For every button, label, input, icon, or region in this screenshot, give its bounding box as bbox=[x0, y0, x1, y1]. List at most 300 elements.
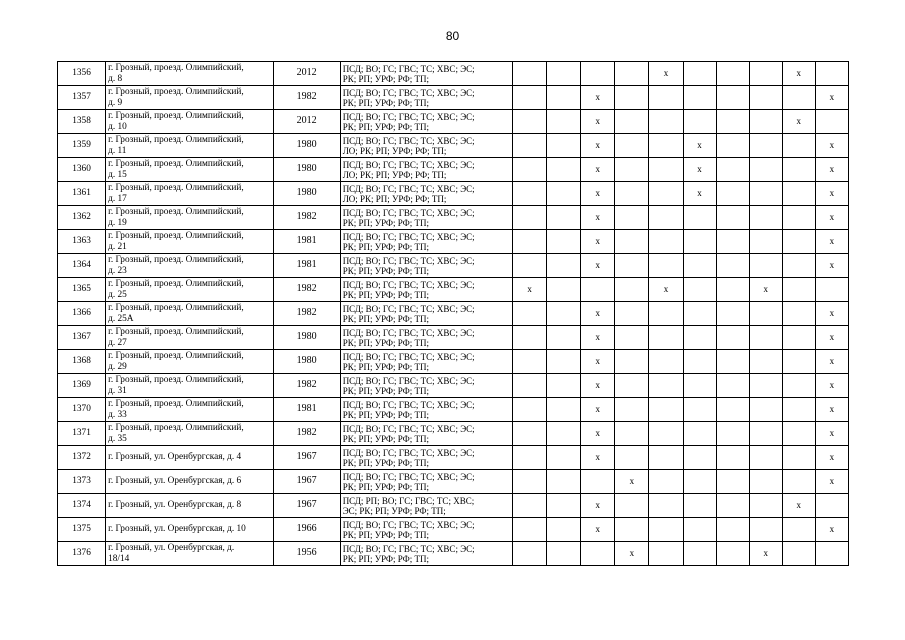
mark-cell bbox=[513, 206, 547, 230]
mark-cell bbox=[782, 86, 815, 110]
mark-cell bbox=[547, 398, 581, 422]
mark-cell bbox=[716, 518, 749, 542]
table-row bbox=[58, 206, 849, 230]
mark-cell bbox=[547, 182, 581, 206]
table-row bbox=[58, 350, 849, 374]
mark-cell bbox=[547, 158, 581, 182]
mark-cell bbox=[749, 110, 782, 134]
mark-cell bbox=[716, 350, 749, 374]
services-cell bbox=[340, 422, 512, 446]
mark-cell bbox=[815, 110, 848, 134]
mark-cell bbox=[683, 350, 716, 374]
mark-cell bbox=[649, 158, 683, 182]
services-cell bbox=[340, 254, 512, 278]
mark-cell bbox=[683, 542, 716, 566]
mark-cell bbox=[683, 230, 716, 254]
services-cell-text: ПСД; ВО; ГС; ГВС; ТС; ХВС; ЭС; РК; РП; УРФ; РФ; ТП; bbox=[342, 351, 475, 372]
address-cell bbox=[106, 182, 273, 206]
table-row bbox=[58, 518, 849, 542]
mark-cell: x bbox=[749, 542, 782, 566]
address-cell-text: г. Грозный, проезд. Олимпийский, д. 29 bbox=[108, 351, 244, 372]
mark-cell bbox=[782, 518, 815, 542]
mark-cell bbox=[782, 422, 815, 446]
address-cell bbox=[106, 62, 273, 86]
mark-cell bbox=[683, 518, 716, 542]
mark-cell bbox=[716, 278, 749, 302]
services-cell-text: ПСД; ВО; ГС; ГВС; ТС; ХВС; ЭС; ЛО; РК; РП; УРФ; РФ; ТП; bbox=[342, 135, 475, 156]
mark-cell bbox=[716, 86, 749, 110]
row-number-cell: 1374 bbox=[58, 494, 106, 518]
mark-cell bbox=[547, 62, 581, 86]
table-row bbox=[58, 542, 849, 566]
address-cell bbox=[106, 470, 273, 494]
address-cell bbox=[106, 134, 273, 158]
mark-cell bbox=[749, 86, 782, 110]
year-cell: 1982 bbox=[273, 206, 340, 230]
year-cell: 1966 bbox=[273, 518, 340, 542]
table-row bbox=[58, 470, 849, 494]
mark-cell bbox=[815, 542, 848, 566]
mark-cell bbox=[513, 86, 547, 110]
year-cell: 1981 bbox=[273, 398, 340, 422]
mark-cell bbox=[649, 302, 683, 326]
year-cell: 1980 bbox=[273, 326, 340, 350]
mark-cell bbox=[615, 182, 649, 206]
mark-cell bbox=[615, 86, 649, 110]
services-cell-text: ПСД; ВО; ГС; ГВС; ТС; ХВС; ЭС; РК; РП; УРФ; РФ; ТП; bbox=[342, 63, 475, 84]
address-cell bbox=[106, 230, 273, 254]
mark-cell bbox=[716, 230, 749, 254]
mark-cell bbox=[547, 302, 581, 326]
mark-cell: x bbox=[581, 374, 615, 398]
mark-cell bbox=[513, 398, 547, 422]
mark-cell bbox=[683, 398, 716, 422]
mark-cell bbox=[615, 326, 649, 350]
mark-cell: x bbox=[581, 254, 615, 278]
services-cell bbox=[340, 206, 512, 230]
services-cell bbox=[340, 494, 512, 518]
services-cell-text: ПСД; ВО; ГС; ГВС; ТС; ХВС; ЭС; РК; РП; УРФ; РФ; ТП; bbox=[342, 471, 475, 492]
address-cell-text: г. Грозный, проезд. Олимпийский, д. 11 bbox=[108, 135, 244, 156]
mark-cell: x bbox=[815, 326, 848, 350]
address-cell-text: г. Грозный, проезд. Олимпийский, д. 25А bbox=[108, 303, 244, 324]
services-cell-text: ПСД; ВО; ГС; ГВС; ТС; ХВС; ЭС; РК; РП; УРФ; РФ; ТП; bbox=[342, 279, 475, 300]
mark-cell: x bbox=[581, 326, 615, 350]
mark-cell bbox=[649, 470, 683, 494]
mark-cell bbox=[749, 158, 782, 182]
mark-cell: x bbox=[815, 302, 848, 326]
mark-cell bbox=[513, 254, 547, 278]
address-cell bbox=[106, 326, 273, 350]
mark-cell bbox=[513, 422, 547, 446]
year-cell: 1967 bbox=[273, 470, 340, 494]
services-cell bbox=[340, 398, 512, 422]
mark-cell: x bbox=[815, 374, 848, 398]
mark-cell bbox=[513, 62, 547, 86]
mark-cell bbox=[749, 62, 782, 86]
address-cell-text: г. Грозный, ул. Оренбургская, д. 4 bbox=[108, 452, 242, 463]
services-cell-text: ПСД; ВО; ГС; ГВС; ТС; ХВС; ЭС; ЛО; РК; РП; УРФ; РФ; ТП; bbox=[342, 183, 475, 204]
table-row bbox=[58, 62, 849, 86]
address-cell-text: г. Грозный, проезд. Олимпийский, д. 19 bbox=[108, 207, 244, 228]
services-cell bbox=[340, 134, 512, 158]
housing-table bbox=[57, 61, 849, 566]
mark-cell bbox=[749, 206, 782, 230]
address-cell bbox=[106, 542, 273, 566]
mark-cell bbox=[782, 398, 815, 422]
mark-cell bbox=[615, 398, 649, 422]
address-cell bbox=[106, 446, 273, 470]
services-cell bbox=[340, 182, 512, 206]
mark-cell bbox=[683, 62, 716, 86]
mark-cell bbox=[513, 182, 547, 206]
mark-cell: x bbox=[815, 86, 848, 110]
mark-cell bbox=[547, 374, 581, 398]
mark-cell bbox=[513, 110, 547, 134]
row-number-cell: 1368 bbox=[58, 350, 106, 374]
mark-cell bbox=[683, 422, 716, 446]
address-cell bbox=[106, 398, 273, 422]
row-number-cell: 1362 bbox=[58, 206, 106, 230]
table-row bbox=[58, 230, 849, 254]
address-cell-text: г. Грозный, ул. Оренбургская, д. 18/14 bbox=[108, 543, 235, 564]
mark-cell bbox=[547, 542, 581, 566]
mark-cell bbox=[749, 422, 782, 446]
mark-cell bbox=[547, 254, 581, 278]
services-cell bbox=[340, 110, 512, 134]
year-cell: 1982 bbox=[273, 302, 340, 326]
row-number-cell: 1366 bbox=[58, 302, 106, 326]
services-cell-text: ПСД; ВО; ГС; ГВС; ТС; ХВС; ЭС; РК; РП; УРФ; РФ; ТП; bbox=[342, 231, 475, 252]
mark-cell bbox=[782, 182, 815, 206]
address-cell-text: г. Грозный, проезд. Олимпийский, д. 15 bbox=[108, 159, 244, 180]
mark-cell bbox=[683, 86, 716, 110]
mark-cell: x bbox=[749, 278, 782, 302]
services-cell bbox=[340, 446, 512, 470]
mark-cell bbox=[649, 374, 683, 398]
mark-cell: x bbox=[649, 62, 683, 86]
mark-cell bbox=[513, 158, 547, 182]
mark-cell bbox=[649, 326, 683, 350]
mark-cell bbox=[683, 278, 716, 302]
mark-cell bbox=[716, 254, 749, 278]
services-cell-text: ПСД; ВО; ГС; ГВС; ТС; ХВС; ЭС; РК; РП; УРФ; РФ; ТП; bbox=[342, 519, 475, 540]
mark-cell bbox=[716, 374, 749, 398]
services-cell-text: ПСД; ВО; ГС; ГВС; ТС; ХВС; ЭС; РК; РП; УРФ; РФ; ТП; bbox=[342, 423, 475, 444]
mark-cell: x bbox=[581, 398, 615, 422]
mark-cell bbox=[649, 206, 683, 230]
mark-cell bbox=[749, 230, 782, 254]
mark-cell bbox=[716, 182, 749, 206]
mark-cell bbox=[716, 326, 749, 350]
mark-cell bbox=[615, 446, 649, 470]
mark-cell bbox=[513, 494, 547, 518]
mark-cell bbox=[547, 350, 581, 374]
mark-cell bbox=[581, 62, 615, 86]
mark-cell: x bbox=[581, 158, 615, 182]
mark-cell bbox=[615, 422, 649, 446]
mark-cell bbox=[649, 518, 683, 542]
row-number-cell: 1360 bbox=[58, 158, 106, 182]
mark-cell bbox=[615, 110, 649, 134]
mark-cell: x bbox=[815, 254, 848, 278]
mark-cell: x bbox=[815, 446, 848, 470]
address-cell-text: г. Грозный, проезд. Олимпийский, д. 33 bbox=[108, 399, 244, 420]
mark-cell bbox=[782, 542, 815, 566]
mark-cell bbox=[782, 158, 815, 182]
mark-cell bbox=[581, 470, 615, 494]
mark-cell: x bbox=[513, 278, 547, 302]
mark-cell: x bbox=[581, 350, 615, 374]
mark-cell bbox=[547, 494, 581, 518]
address-cell bbox=[106, 254, 273, 278]
address-cell-text: г. Грозный, проезд. Олимпийский, д. 27 bbox=[108, 327, 244, 348]
mark-cell: x bbox=[815, 518, 848, 542]
address-cell-text: г. Грозный, проезд. Олимпийский, д. 8 bbox=[108, 63, 244, 84]
mark-cell bbox=[749, 302, 782, 326]
mark-cell bbox=[716, 206, 749, 230]
mark-cell bbox=[815, 278, 848, 302]
table-row bbox=[58, 302, 849, 326]
services-cell bbox=[340, 350, 512, 374]
table-body bbox=[58, 62, 849, 566]
services-cell-text: ПСД; ВО; ГС; ГВС; ТС; ХВС; ЭС; РК; РП; УРФ; РФ; ТП; bbox=[342, 87, 475, 108]
mark-cell bbox=[749, 494, 782, 518]
mark-cell: x bbox=[581, 230, 615, 254]
mark-cell bbox=[782, 326, 815, 350]
row-number-cell: 1371 bbox=[58, 422, 106, 446]
mark-cell bbox=[683, 326, 716, 350]
services-cell-text: ПСД; ВО; ГС; ГВС; ТС; ХВС; ЭС; РК; РП; УРФ; РФ; ТП; bbox=[342, 327, 475, 348]
mark-cell bbox=[615, 350, 649, 374]
mark-cell bbox=[716, 494, 749, 518]
table-row bbox=[58, 398, 849, 422]
services-cell-text: ПСД; ВО; ГС; ГВС; ТС; ХВС; ЭС; РК; РП; УРФ; РФ; ТП; bbox=[342, 447, 475, 468]
address-cell bbox=[106, 518, 273, 542]
services-cell bbox=[340, 518, 512, 542]
row-number-cell: 1376 bbox=[58, 542, 106, 566]
mark-cell bbox=[649, 542, 683, 566]
mark-cell bbox=[547, 110, 581, 134]
mark-cell bbox=[749, 254, 782, 278]
row-number-cell: 1369 bbox=[58, 374, 106, 398]
table-row bbox=[58, 494, 849, 518]
mark-cell: x bbox=[615, 542, 649, 566]
services-cell-text: ПСД; ВО; ГС; ГВС; ТС; ХВС; ЭС; РК; РП; УРФ; РФ; ТП; bbox=[342, 303, 475, 324]
mark-cell bbox=[782, 254, 815, 278]
table-row bbox=[58, 182, 849, 206]
mark-cell bbox=[513, 446, 547, 470]
address-cell bbox=[106, 302, 273, 326]
mark-cell: x bbox=[815, 422, 848, 446]
mark-cell bbox=[716, 470, 749, 494]
mark-cell: x bbox=[615, 470, 649, 494]
mark-cell: x bbox=[815, 158, 848, 182]
mark-cell bbox=[615, 134, 649, 158]
mark-cell bbox=[547, 278, 581, 302]
mark-cell bbox=[716, 398, 749, 422]
mark-cell bbox=[615, 62, 649, 86]
mark-cell bbox=[649, 86, 683, 110]
mark-cell bbox=[649, 110, 683, 134]
services-cell bbox=[340, 86, 512, 110]
mark-cell bbox=[615, 230, 649, 254]
address-cell bbox=[106, 350, 273, 374]
address-cell-text: г. Грозный, проезд. Олимпийский, д. 23 bbox=[108, 255, 244, 276]
mark-cell bbox=[716, 422, 749, 446]
mark-cell bbox=[513, 326, 547, 350]
mark-cell bbox=[782, 134, 815, 158]
mark-cell bbox=[782, 206, 815, 230]
row-number-cell: 1375 bbox=[58, 518, 106, 542]
address-cell-text: г. Грозный, ул. Оренбургская, д. 6 bbox=[108, 476, 242, 487]
mark-cell: x bbox=[649, 278, 683, 302]
row-number-cell: 1372 bbox=[58, 446, 106, 470]
address-cell bbox=[106, 494, 273, 518]
mark-cell bbox=[547, 446, 581, 470]
mark-cell: x bbox=[683, 134, 716, 158]
mark-cell: x bbox=[581, 134, 615, 158]
mark-cell: x bbox=[581, 302, 615, 326]
address-cell-text: г. Грозный, проезд. Олимпийский, д. 21 bbox=[108, 231, 244, 252]
mark-cell bbox=[683, 446, 716, 470]
address-cell bbox=[106, 278, 273, 302]
address-cell bbox=[106, 110, 273, 134]
mark-cell bbox=[782, 446, 815, 470]
services-cell bbox=[340, 326, 512, 350]
mark-cell bbox=[615, 494, 649, 518]
services-cell bbox=[340, 542, 512, 566]
mark-cell bbox=[649, 446, 683, 470]
row-number-cell: 1363 bbox=[58, 230, 106, 254]
mark-cell: x bbox=[815, 470, 848, 494]
mark-cell bbox=[547, 422, 581, 446]
mark-cell bbox=[716, 110, 749, 134]
mark-cell: x bbox=[581, 206, 615, 230]
mark-cell: x bbox=[581, 86, 615, 110]
mark-cell bbox=[513, 350, 547, 374]
mark-cell bbox=[782, 278, 815, 302]
mark-cell bbox=[513, 542, 547, 566]
mark-cell: x bbox=[581, 446, 615, 470]
page-number: 80 bbox=[445, 29, 460, 43]
mark-cell bbox=[815, 494, 848, 518]
mark-cell bbox=[749, 374, 782, 398]
mark-cell bbox=[782, 374, 815, 398]
address-cell bbox=[106, 422, 273, 446]
table-row bbox=[58, 134, 849, 158]
mark-cell bbox=[581, 278, 615, 302]
row-number-cell: 1370 bbox=[58, 398, 106, 422]
row-number-cell: 1361 bbox=[58, 182, 106, 206]
mark-cell bbox=[649, 494, 683, 518]
year-cell: 1967 bbox=[273, 446, 340, 470]
mark-cell: x bbox=[581, 518, 615, 542]
table-row bbox=[58, 446, 849, 470]
mark-cell: x bbox=[581, 422, 615, 446]
table-row bbox=[58, 158, 849, 182]
mark-cell bbox=[513, 374, 547, 398]
mark-cell: x bbox=[782, 62, 815, 86]
table-row bbox=[58, 110, 849, 134]
year-cell: 1981 bbox=[273, 230, 340, 254]
address-cell-text: г. Грозный, проезд. Олимпийский, д. 9 bbox=[108, 87, 244, 108]
mark-cell: x bbox=[815, 134, 848, 158]
services-cell-text: ПСД; ВО; ГС; ГВС; ТС; ХВС; ЭС; РК; РП; УРФ; РФ; ТП; bbox=[342, 255, 475, 276]
table-row bbox=[58, 374, 849, 398]
year-cell: 1982 bbox=[273, 374, 340, 398]
address-cell-text: г. Грозный, проезд. Олимпийский, д. 17 bbox=[108, 183, 244, 204]
mark-cell: x bbox=[815, 230, 848, 254]
mark-cell bbox=[683, 494, 716, 518]
mark-cell bbox=[716, 134, 749, 158]
mark-cell bbox=[716, 158, 749, 182]
address-cell bbox=[106, 374, 273, 398]
mark-cell bbox=[749, 326, 782, 350]
mark-cell bbox=[513, 134, 547, 158]
year-cell: 1967 bbox=[273, 494, 340, 518]
address-cell bbox=[106, 86, 273, 110]
mark-cell bbox=[547, 326, 581, 350]
row-number-cell: 1357 bbox=[58, 86, 106, 110]
mark-cell bbox=[683, 254, 716, 278]
mark-cell bbox=[749, 134, 782, 158]
mark-cell bbox=[615, 518, 649, 542]
mark-cell bbox=[615, 206, 649, 230]
services-cell bbox=[340, 278, 512, 302]
mark-cell bbox=[683, 206, 716, 230]
mark-cell bbox=[547, 230, 581, 254]
services-cell bbox=[340, 470, 512, 494]
mark-cell bbox=[716, 62, 749, 86]
mark-cell: x bbox=[683, 182, 716, 206]
mark-cell: x bbox=[683, 158, 716, 182]
mark-cell: x bbox=[815, 206, 848, 230]
mark-cell: x bbox=[815, 182, 848, 206]
table-row bbox=[58, 422, 849, 446]
year-cell: 1980 bbox=[273, 182, 340, 206]
mark-cell bbox=[749, 182, 782, 206]
table-row bbox=[58, 326, 849, 350]
mark-cell bbox=[683, 302, 716, 326]
year-cell: 1980 bbox=[273, 158, 340, 182]
row-number-cell: 1373 bbox=[58, 470, 106, 494]
year-cell: 2012 bbox=[273, 110, 340, 134]
address-cell-text: г. Грозный, проезд. Олимпийский, д. 10 bbox=[108, 111, 244, 132]
year-cell: 1980 bbox=[273, 350, 340, 374]
year-cell: 1982 bbox=[273, 422, 340, 446]
mark-cell: x bbox=[815, 350, 848, 374]
address-cell-text: г. Грозный, проезд. Олимпийский, д. 31 bbox=[108, 375, 244, 396]
table-row bbox=[58, 254, 849, 278]
mark-cell bbox=[615, 302, 649, 326]
year-cell: 1982 bbox=[273, 278, 340, 302]
services-cell-text: ПСД; РП; ВО; ГС; ГВС; ТС; ХВС; ЭС; РК; РП; УРФ; РФ; ТП; bbox=[342, 495, 475, 516]
mark-cell bbox=[749, 350, 782, 374]
mark-cell bbox=[547, 470, 581, 494]
services-cell-text: ПСД; ВО; ГС; ГВС; ТС; ХВС; ЭС; РК; РП; УРФ; РФ; ТП; bbox=[342, 207, 475, 228]
mark-cell bbox=[683, 110, 716, 134]
services-cell bbox=[340, 62, 512, 86]
address-cell-text: г. Грозный, проезд. Олимпийский, д. 25 bbox=[108, 279, 244, 300]
mark-cell bbox=[716, 302, 749, 326]
row-number-cell: 1358 bbox=[58, 110, 106, 134]
year-cell: 1980 bbox=[273, 134, 340, 158]
mark-cell bbox=[716, 446, 749, 470]
mark-cell bbox=[782, 350, 815, 374]
mark-cell bbox=[716, 542, 749, 566]
mark-cell: x bbox=[581, 110, 615, 134]
